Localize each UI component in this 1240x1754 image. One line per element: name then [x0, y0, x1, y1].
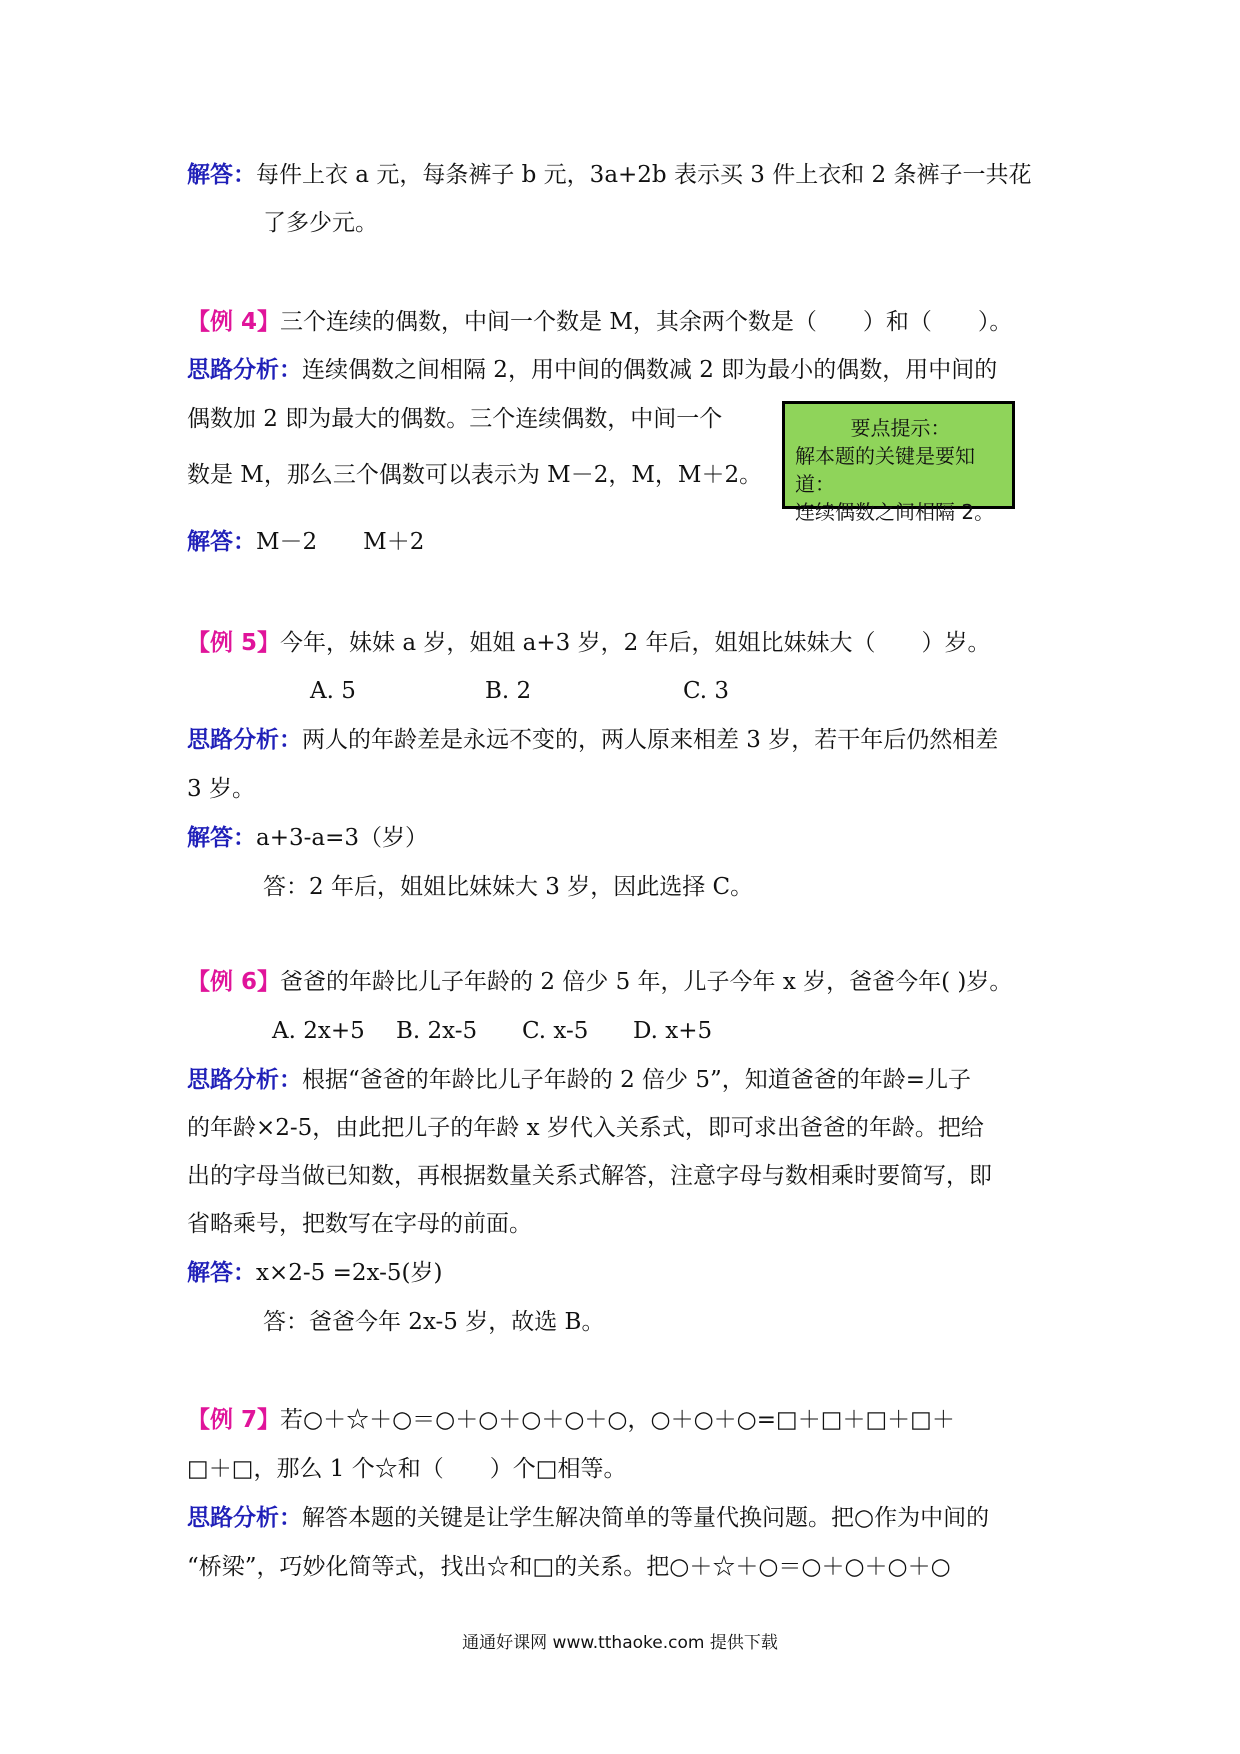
answer-text: x×2-5 =2x-5(岁) — [256, 1260, 443, 1286]
analysis-text: 两人的年龄差是永远不变的，两人原来相差 3 岁，若干年后仍然相差 — [302, 727, 999, 753]
analysis-text: 根据“爸爸的年龄比儿子年龄的 2 倍少 5”，知道爸爸的年龄=儿子 — [302, 1067, 971, 1093]
tip-line1: 解本题的关键是要知道： — [795, 444, 975, 496]
ex4-analysis-line1 — [187, 355, 997, 385]
answer-text: a+3-a=3（岁） — [256, 825, 429, 851]
ex6-conclusion: 答：爸爸今年 2x-5 岁，故选 B。 — [263, 1309, 605, 1335]
analysis-text: 连续偶数之间相隔 2，用中间的偶数减 2 即为最小的偶数，用中间的 — [302, 357, 998, 383]
analysis-label: 思路分析： — [187, 1505, 302, 1531]
ex4-analysis-line2: 偶数加 2 即为最大的偶数。三个连续偶数，中间一个 — [187, 406, 723, 432]
tip-title: 要点提示： — [850, 416, 951, 440]
ex4-answer — [187, 527, 424, 557]
key-point-tip-box — [782, 401, 1015, 524]
ex6-question — [187, 967, 1012, 997]
answer3-line2: 了多少元。 — [263, 210, 378, 236]
analysis-label: 思路分析： — [187, 357, 302, 383]
question-text: 爸爸的年龄比儿子年龄的 2 倍少 5 年，儿子今年 x 岁，爸爸今年( )岁。 — [280, 969, 1013, 995]
ex6-answer — [187, 1258, 442, 1288]
ex6-option-b: B. 2x-5 — [396, 1018, 478, 1044]
ex7-analysis-line1 — [187, 1503, 989, 1533]
answer-label: 解答： — [187, 1260, 256, 1286]
question-text: 今年，妹妹 a 岁，姐姐 a+3 岁，2 年后，姐姐比妹妹大（ ）岁。 — [280, 630, 991, 656]
ex5-question — [187, 628, 991, 658]
ex6-option-c: C. x-5 — [522, 1018, 589, 1044]
answer-text: 每件上衣 a 元，每条裤子 b 元，3a+2b 表示买 3 件上衣和 2 条裤子一共花 — [256, 162, 1032, 188]
ex6-analysis-line2: 的年龄×2-5，由此把儿子的年龄 x 岁代入关系式，即可求出爸爸的年龄。把给 — [187, 1115, 984, 1141]
analysis-text: 解答本题的关键是让学生解决简单的等量代换问题。把○作为中间的 — [302, 1505, 990, 1531]
ex5-answer — [187, 823, 428, 853]
tip-line2: 连续偶数之间相隔 2。 — [795, 500, 995, 524]
ex4-question — [187, 307, 1012, 337]
example-tag: 【例 5】 — [187, 630, 281, 656]
ex6-option-a: A. 2x+5 — [272, 1018, 365, 1044]
page-footer: 通通好课网 www.tthaoke.com 提供下载 — [462, 1633, 778, 1653]
analysis-label: 思路分析： — [187, 727, 302, 753]
question-text: 若○＋☆＋○＝○＋○＋○＋○＋○，○＋○＋○=□＋□＋□＋□＋ — [280, 1407, 955, 1433]
ex5-analysis-line1 — [187, 725, 998, 755]
ex4-analysis-line3: 数是 M，那么三个偶数可以表示为 M－2，M，M＋2。 — [187, 462, 763, 488]
ex7-question-line1 — [187, 1405, 955, 1435]
ex6-analysis-line1 — [187, 1065, 971, 1095]
answer-label: 解答： — [187, 825, 256, 851]
answer-label: 解答： — [187, 529, 256, 555]
example-tag: 【例 6】 — [187, 969, 281, 995]
answer3-line1 — [187, 160, 1031, 190]
ex7-question-line2: □＋□，那么 1 个☆和（ ）个□相等。 — [187, 1456, 627, 1482]
example-tag: 【例 4】 — [187, 309, 281, 335]
ex5-option-a: A. 5 — [310, 678, 356, 704]
ex6-analysis-line4: 省略乘号，把数写在字母的前面。 — [187, 1211, 532, 1237]
example-tag: 【例 7】 — [187, 1407, 281, 1433]
answer-text: M－2 M＋2 — [256, 529, 425, 555]
ex5-option-b: B. 2 — [485, 678, 532, 704]
analysis-label: 思路分析： — [187, 1067, 302, 1093]
answer-label: 解答： — [187, 162, 256, 188]
ex5-option-c: C. 3 — [683, 678, 730, 704]
ex6-option-d: D. x+5 — [633, 1018, 713, 1044]
question-text: 三个连续的偶数，中间一个数是 M，其余两个数是（ ）和（ ）。 — [280, 309, 1013, 335]
ex5-analysis-line2: 3 岁。 — [187, 776, 255, 802]
ex5-conclusion: 答：2 年后，姐姐比妹妹大 3 岁，因此选择 C。 — [263, 874, 754, 900]
ex7-analysis-line2: “桥梁”，巧妙化简等式，找出☆和□的关系。把○＋☆＋○＝○＋○＋○＋○ — [187, 1554, 951, 1580]
ex6-analysis-line3: 出的字母当做已知数，再根据数量关系式解答，注意字母与数相乘时要简写，即 — [187, 1163, 992, 1189]
